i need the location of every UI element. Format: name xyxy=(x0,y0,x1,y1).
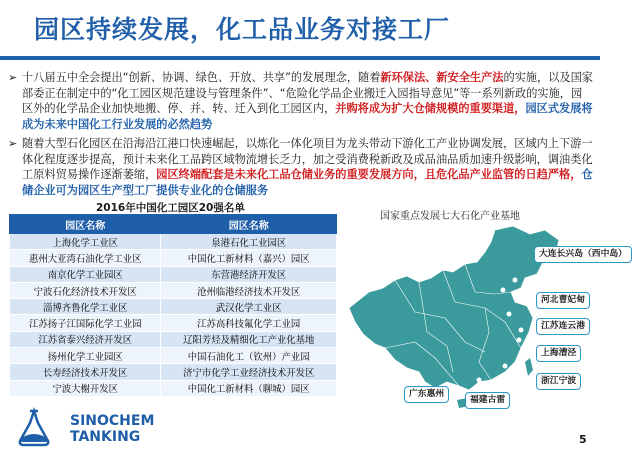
table-cell: 江苏高科技氟化学工业园 xyxy=(161,315,337,331)
table-row xyxy=(10,380,337,396)
table-cell: 宁波大榭开发区 xyxy=(10,380,161,396)
base-label-text: 浙江宁波 xyxy=(541,376,577,386)
table-cell: 沧州临港经济技术开发区 xyxy=(161,282,337,298)
base-label-text: 江苏连云港 xyxy=(541,321,585,331)
table-cell: 南京化学工业园区 xyxy=(10,266,161,282)
title-bar xyxy=(0,0,600,58)
brand-line-2: TANKING xyxy=(70,429,141,445)
table-header-row xyxy=(10,215,337,234)
base-marker xyxy=(507,312,512,317)
highlight-segment: 园区式发展将成为未来中国化工行业发展的必然趋势 xyxy=(22,102,593,131)
map-title: 国家重点发展七大石化产业基地 xyxy=(380,211,520,222)
base-label-lianyungang xyxy=(536,318,590,335)
table-cell: 辽阳芳烃及精细化工产业化基地 xyxy=(161,331,337,347)
table-cell: 泉港石化工业园区 xyxy=(161,234,337,250)
table-cell: 扬州化学工业园区 xyxy=(10,348,161,364)
table-row xyxy=(10,250,337,266)
table-row xyxy=(10,282,337,298)
text-segment: 十八届五中全会提出“创新、协调、绿色、开放、共享”的发展理念，随着 xyxy=(22,71,381,84)
base-label-guangdong xyxy=(404,386,449,403)
table-row xyxy=(10,315,337,331)
table-row xyxy=(10,331,337,347)
base-label-hebei xyxy=(536,292,590,309)
table-cell: 东营港经济开发区 xyxy=(161,266,337,282)
highlight-segment: 新环保法、新安全生产法 xyxy=(380,71,504,84)
base-label-shanghai xyxy=(536,345,581,362)
base-label-text: 上海漕泾 xyxy=(541,348,577,358)
highlight-segment: 仓储企业可为园区生产型工厂提供专业化的仓储服务 xyxy=(22,168,593,197)
table-cell: 中国化工新材料（聊城）园区 xyxy=(161,380,337,396)
table-cell: 宁波石化经济技术开发区 xyxy=(10,282,161,298)
table-row xyxy=(10,348,337,364)
bullet-list xyxy=(8,70,593,202)
park-ranking-table xyxy=(9,214,337,397)
arrow-bullet-icon: ➢ xyxy=(8,71,18,84)
text-segment: 随着大型石化园区在沿海沿江港口快速崛起，以炼化一体化项目为龙头带动下游化工产业协调发展，区域内上下游一体化程度逐步提高，预计未来化工品跨区域物流增长乏力，加之受消费税新政及成品油品质加速升级影响，调油类化工原料贸易操作逐渐萎缩， xyxy=(22,137,593,181)
brand-line-1: SINOCHEM xyxy=(70,413,155,429)
table-title: 2016年中国化工园区20强名单 xyxy=(96,202,245,214)
sinochem-logo-icon xyxy=(12,409,56,447)
table-cell: 上海化学工业区 xyxy=(10,234,161,250)
column-header: 园区名称 xyxy=(10,215,161,234)
taiwan-island-shape xyxy=(525,358,533,376)
table-cell: 淄博齐鲁化学工业区 xyxy=(10,299,161,315)
bullet-item xyxy=(8,70,593,132)
table-cell: 惠州大亚湾石油化学工业区 xyxy=(10,250,161,266)
base-marker xyxy=(517,338,522,343)
table-cell: 长寿经济技术开发区 xyxy=(10,364,161,380)
title-underline xyxy=(0,56,600,60)
table-cell: 江苏扬子江国际化学工业园 xyxy=(10,315,161,331)
text-segment: 的实施，以及国家部委正在制定中的“化工园区规范建设与管理条件”、“危险化学品企业搬迁入园指导意见”等一系列新政的实施，园区外的化学品企业加快地搬、停、并、转、迁入到化工园区内， xyxy=(22,71,593,115)
table-row xyxy=(10,266,337,282)
table-row xyxy=(10,234,337,250)
column-header: 园区名称 xyxy=(161,215,337,234)
brand-name xyxy=(70,413,154,445)
highlight-segment: 园区终端配套是未来化工品仓储业务的重要发展方向，且危化品产业监管的日趋严格， xyxy=(156,168,582,181)
base-label-text: 广东惠州 xyxy=(409,389,445,399)
base-label-text: 福建古雷 xyxy=(470,395,506,405)
table-row xyxy=(10,364,337,380)
base-marker xyxy=(501,288,506,293)
base-marker xyxy=(519,328,524,333)
arrow-bullet-icon: ➢ xyxy=(8,137,18,150)
bullet-item xyxy=(8,136,593,198)
base-label-ningbo xyxy=(536,373,581,390)
base-label-text: 大连长兴岛（西中岛） xyxy=(539,249,627,259)
table-cell: 济宁市化学工业经济技术开发区 xyxy=(161,364,337,380)
table-cell: 中国化工新材料（嘉兴）园区 xyxy=(161,250,337,266)
base-marker xyxy=(477,378,482,383)
table-cell: 江苏省泰兴经济开发区 xyxy=(10,331,161,347)
base-marker xyxy=(503,364,508,369)
base-label-fujian xyxy=(465,392,510,409)
base-label-text: 河北曹妃甸 xyxy=(541,295,585,305)
highlight-segment: 并购将成为扩大仓储规模的重要渠道， xyxy=(335,102,526,115)
base-marker xyxy=(513,278,518,283)
table-row xyxy=(10,299,337,315)
table-cell: 武汉化学工业区 xyxy=(161,299,337,315)
base-label-dalian xyxy=(534,246,632,263)
table-cell: 中国石油化工（钦州）产业园 xyxy=(161,348,337,364)
page-title: 园区持续发展，化工品业务对接工厂 xyxy=(34,15,451,44)
page-number: 5 xyxy=(579,433,587,446)
